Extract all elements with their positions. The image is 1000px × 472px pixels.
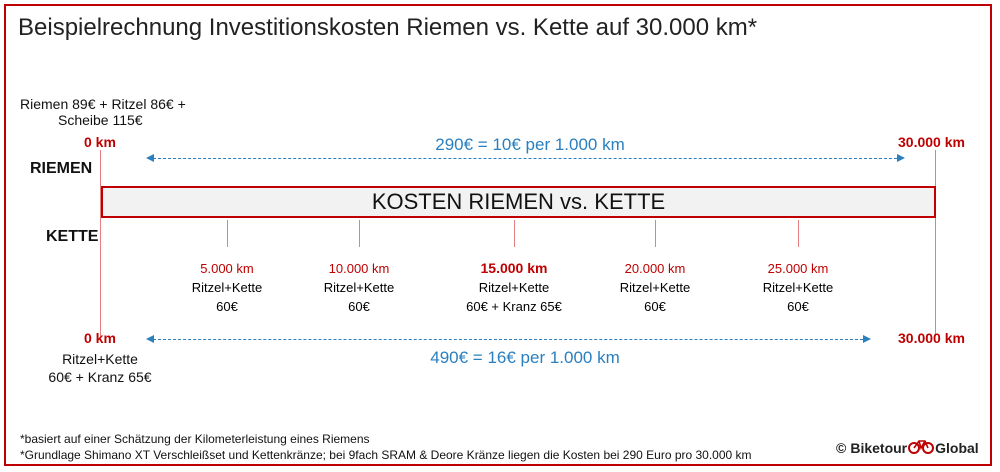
milestone-cost: 60€ + Kranz 65€ bbox=[466, 299, 562, 314]
milestone-part: Ritzel+Kette bbox=[191, 280, 263, 295]
kette-start-line1: Ritzel+Kette bbox=[62, 351, 138, 367]
milestone-part: Ritzel+Kette bbox=[478, 280, 550, 295]
milestone-25000 bbox=[738, 259, 858, 316]
milestone-tick bbox=[514, 220, 515, 247]
milestone-tick bbox=[655, 220, 656, 247]
kette-arrow-right-head bbox=[863, 335, 871, 343]
riemen-label: RIEMEN bbox=[30, 160, 93, 177]
milestone-tick bbox=[227, 220, 228, 247]
milestone-15000 bbox=[444, 259, 584, 316]
kette-start-km: 0 km bbox=[84, 330, 116, 346]
riemen-end-km: 30.000 km bbox=[898, 134, 965, 150]
kette-start-line2: 60€ + Kranz 65€ bbox=[48, 369, 152, 385]
riemen-cost-line2: Scheibe 115€ bbox=[58, 112, 143, 128]
kette-arrow-line bbox=[153, 339, 863, 340]
footnote-estimate: *basiert auf einer Schätzung der Kilometerleistung eines Riemens bbox=[20, 432, 370, 446]
milestone-cost: 60€ bbox=[216, 299, 238, 314]
footnote-basis: *Grundlage Shimano XT Verschleißset und Kettenkränze; bei 9fach SRAM & Deore Kränze liegen die Kosten bei 290 Euro pro 30.000 km bbox=[20, 448, 752, 462]
milestone-km: 15.000 km bbox=[480, 260, 548, 276]
riemen-cost-note bbox=[20, 96, 186, 128]
kette-end-km: 30.000 km bbox=[898, 330, 965, 346]
milestone-tick bbox=[798, 220, 799, 247]
milestone-km: 25.000 km bbox=[767, 261, 829, 276]
milestone-tick bbox=[359, 220, 360, 247]
milestone-part: Ritzel+Kette bbox=[619, 280, 691, 295]
riemen-summary: 290€ = 10€ per 1.000 km bbox=[435, 135, 625, 154]
kette-arrow-left-head bbox=[146, 335, 154, 343]
milestone-5000 bbox=[167, 259, 287, 316]
milestone-part: Ritzel+Kette bbox=[323, 280, 395, 295]
kette-summary: 490€ = 16€ per 1.000 km bbox=[430, 348, 620, 367]
brand-name-part1: Biketour bbox=[850, 439, 908, 456]
milestone-km: 20.000 km bbox=[624, 261, 686, 276]
riemen-cost-line1: Riemen 89€ + Ritzel 86€ + bbox=[20, 96, 186, 112]
bicycle-icon bbox=[908, 438, 934, 457]
kette-label: KETTE bbox=[46, 228, 99, 245]
copyright-symbol: © bbox=[836, 439, 847, 456]
milestone-cost: 60€ bbox=[787, 299, 809, 314]
milestone-10000 bbox=[299, 259, 419, 316]
riemen-arrow-line bbox=[153, 158, 897, 159]
cost-comparison-bar bbox=[101, 186, 936, 218]
milestone-part: Ritzel+Kette bbox=[762, 280, 834, 295]
riemen-arrow-right-head bbox=[897, 154, 905, 162]
milestone-km: 5.000 km bbox=[200, 261, 254, 276]
riemen-start-km: 0 km bbox=[84, 134, 116, 150]
diagram-frame bbox=[4, 4, 992, 466]
right-boundary-line bbox=[935, 150, 936, 336]
page-title: Beispielrechnung Investitionskosten Riemen vs. Kette auf 30.000 km* bbox=[18, 14, 758, 41]
brand-logo bbox=[836, 438, 979, 457]
cost-comparison-label: KOSTEN RIEMEN vs. KETTE bbox=[371, 189, 666, 214]
brand-name-part2: Global bbox=[935, 439, 979, 456]
kette-start-cost bbox=[40, 350, 160, 386]
milestone-cost: 60€ bbox=[348, 299, 370, 314]
footnotes bbox=[20, 431, 752, 463]
milestone-km: 10.000 km bbox=[328, 261, 390, 276]
left-boundary-line bbox=[100, 150, 101, 336]
milestone-cost: 60€ bbox=[644, 299, 666, 314]
milestone-20000 bbox=[595, 259, 715, 316]
riemen-arrow-left-head bbox=[146, 154, 154, 162]
